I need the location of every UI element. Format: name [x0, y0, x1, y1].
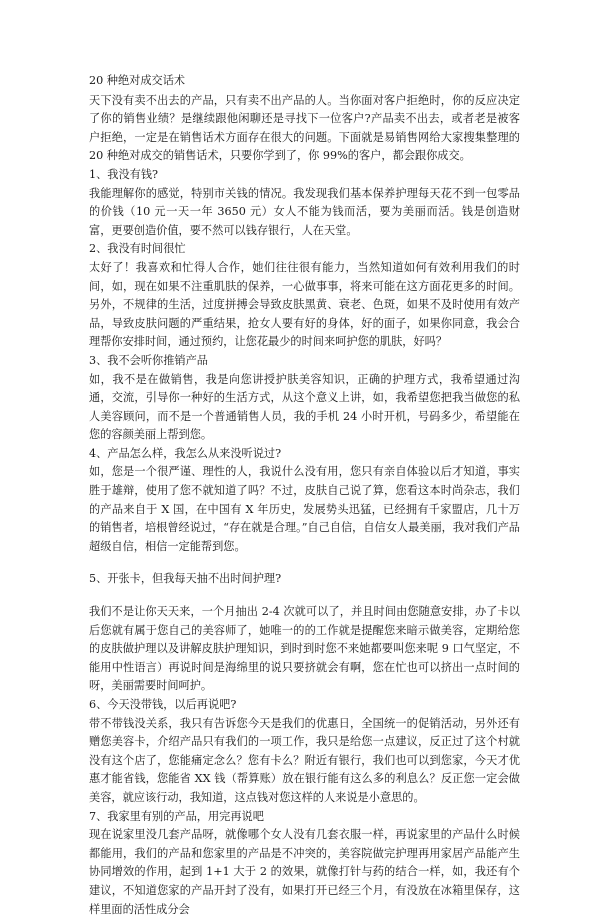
section-3-body: 如，我不是在做销售，我是向您讲授护肤美容知识，正确的护理方式，我希望通过沟通，交流，引导你一种好的生活方式，从这个意义上讲，如，我希望您把我当做您的私人美容顾问，而不是一个普通销售人员，我的手机 24 小时开机，号码多少，希望能在您的容颜美丽上帮到您。: [89, 372, 520, 442]
section-7-heading: 7、我家里有别的产品，用完再说吧: [89, 809, 264, 823]
section-4-body: 如，您是一个很严谨、理性的人，我说什么没有用，您只有亲自体验以后才知道，事实胜于雄辩，使用了您不就知道了吗？不过，皮肤自己说了算，您看这本时尚杂志，我们的产品来自于 X 国，在中国有 X 年历史，发展势头迅猛，已经拥有千家盟店，几十万的销售者，培根曾经说过，“存在就是合理。”自己自信，自信女人最美丽，我对我们产品超级自信，相信一定能帮到您。: [89, 465, 520, 553]
section-6-heading: 6、今天没带钱，以后再说吧?: [89, 698, 237, 711]
section-5-body: 我们不是让你天天来，一个月抽出 2-4 次就可以了，并且时间由您随意安排，办了卡以后您就有属于您自己的美容师了，她唯一的的工作就是提醒您来暗示做美容，定期给您的皮肤做护理以及讲解皮肤护理知识，到时到时您不来她都要叫您来呢 9 口气坚定，不能用中性语言）再说时间是海绵里的说只要挤就会有啊，您在忙也可以挤出一点时间的呀，美丽需要时间呵护。: [89, 605, 520, 693]
section-5-heading: 5、开张卡，但我每天抽不出时间护理?: [89, 572, 282, 586]
section-1-heading: 1、我没有钱?: [89, 167, 159, 181]
section-4-heading: 4、产品怎么样，我怎么从来没听说过?: [89, 446, 282, 460]
section-2-heading: 2、我没有时间很忙: [89, 242, 186, 256]
section-3-heading: 3、我不会听你推销产品: [89, 353, 208, 367]
section-6-body: 带不带钱没关系，我只有告诉您今天是我们的优惠日，全国统一的促销活动，另外还有赠您美容卡，介绍产品只有我们的一项工作，我只是给您一点建议，反正过了这个村就没有这个店了，您能痛定念么？您有卡么？附近有银行，我们也可以到您家，今天才优惠才能省钱，您能省 XX 钱（帮算账）放在银行能有这么多的利息么？反正您一定会做美容，就应该行动，我知道，这点钱对您这样的人来说是小意思的。: [89, 716, 520, 804]
section-1-body: 我能理解你的感觉，特别市关钱的情况。我发现我们基本保养护理每天花不到一包零品的价钱（10 元一天一年 3650 元）女人不能为钱而活，要为美丽而活。钱是创造财富，更要创造价值，要不然可以钱存银行，人在天堂。: [89, 186, 520, 237]
section-2-body: 太好了！我喜欢和忙得人合作，她们往往很有能力，当然知道如何有效利用我们的时间，如，现在如果不注重肌肤的保养，一心做事事，将来可能在这方面花更多的时间。另外，不规律的生活，过度拼搏会导致皮肤黑黄、衰老、色斑，如果不及时使用有效产品，导致皮肤问题的严重结果，抢女人要有好的身体，好的面子，如果你同意，我会合理帮你安排时间，通过预约，让您花最少的时间来呵护您的肌肤，好吗？: [89, 260, 520, 349]
intro-paragraph: 天下没有卖不出去的产品，只有卖不出产品的人。当你面对客户拒绝时，你的反应决定了你的销售业绩？是继续跟他闲聊还是寻找下一位客户?产品卖不出去，或者老是被客户拒绝，一定是在销售话术方面存在很大的问题。下面就是易销售网给大家搜集整理的 20 种绝对成交的销售话术，只要你学到了，你 99%的客户，都会跟你成交。: [89, 93, 520, 163]
document-title: 20 种绝对成交话术: [89, 74, 186, 87]
spacer: [89, 556, 520, 570]
section-7-body: 现在说家里没几套产品呀，就像哪个女人没有几套衣服一样，再说家里的产品什么时候都能用，我们的产品和您家里的产品是不冲突的，美容院做完护理再用家居产品能产生协同增效的作用，起到 1+1 大于 2 的效果，就像打针与药的结合一样，如，我还有个建议，不知道您家的产品开封了没有，如果打开已经三个月，有没放在冰箱里保存，这样里面的活性成分会: [89, 828, 520, 916]
spacer: [89, 589, 520, 603]
